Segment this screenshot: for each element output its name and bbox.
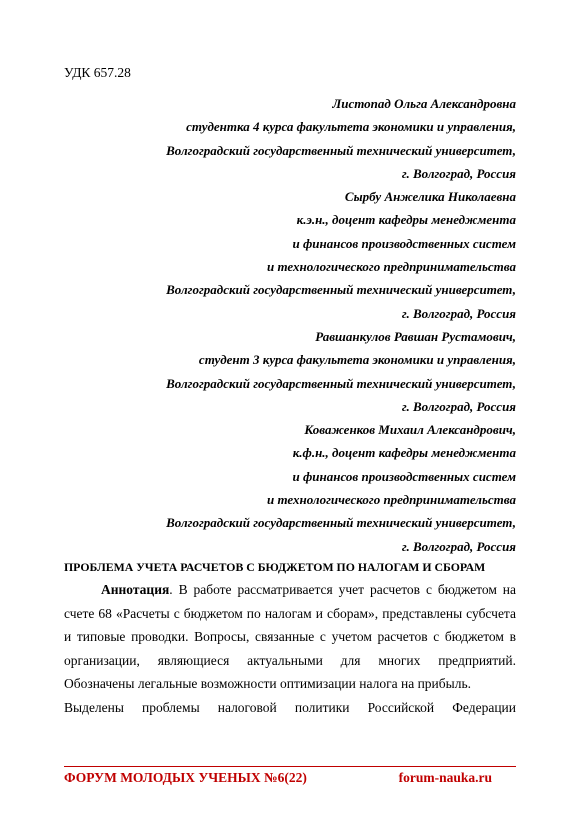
journal-website: forum-nauka.ru — [398, 770, 492, 785]
author-city: г. Волгоград, Россия — [401, 398, 516, 414]
author-position: студентка 4 курса факультета экономики и управления, — [186, 119, 516, 135]
abstract-last-line: Выделены проблемы налоговой политики Российской Федерации — [64, 699, 516, 715]
author-block — [56, 92, 516, 558]
author-name: Сырбу Анжелика Николаевна — [344, 189, 516, 205]
author-name: Равшанкулов Равшан Рустамович, — [315, 328, 516, 344]
author-city: г. Волгоград, Россия — [401, 305, 516, 321]
author-city: г. Волгоград, Россия — [401, 538, 516, 554]
author-affiliation: Волгоградский государственный технический университет, — [166, 282, 516, 298]
author-name: Коваженков Михаил Александрович, — [304, 422, 516, 438]
author-position: и финансов производственных систем — [292, 468, 516, 484]
author-position: к.ф.н., доцент кафедры менеджмента — [292, 445, 516, 461]
author-position: студент 3 курса факультета экономики и управления, — [198, 352, 516, 368]
author-affiliation: Волгоградский государственный технический университет, — [166, 515, 516, 531]
author-affiliation: Волгоградский государственный технический университет, — [166, 142, 516, 158]
author-affiliation: Волгоградский государственный технический университет, — [166, 375, 516, 391]
author-position: и технологического предпринимательства — [267, 259, 516, 275]
abstract — [64, 578, 516, 720]
udk-code: УДК 657.28 — [64, 65, 131, 80]
author-position: к.э.н., доцент кафедры менеджмента — [296, 212, 516, 228]
author-position: и технологического предпринимательства — [267, 492, 516, 508]
abstract-label: Аннотация — [101, 582, 170, 597]
paper-title: ПРОБЛЕМА УЧЕТА РАСЧЕТОВ С БЮДЖЕТОМ ПО НАЛОГАМ И СБОРАМ — [64, 560, 486, 574]
footer-divider — [64, 766, 516, 767]
author-position: и финансов производственных систем — [292, 235, 516, 251]
abstract-text: . В работе рассматривается учет расчетов с бюджетом на счете 68 «Расчеты с бюджетом по налогам и сборам», представлены субсчета и типовые проводки. Вопросы, связанные с учетом расчетов с бюджетом в организации, являющиеся актуальными для многих предприятий. Обозначены легальные возможности оптимизации налога на прибыль. — [64, 582, 516, 692]
journal-name: ФОРУМ МОЛОДЫХ УЧЕНЫХ №6(22) — [64, 770, 307, 785]
author-name: Листопад Ольга Александровна — [332, 96, 516, 111]
author-city: г. Волгоград, Россия — [401, 165, 516, 181]
